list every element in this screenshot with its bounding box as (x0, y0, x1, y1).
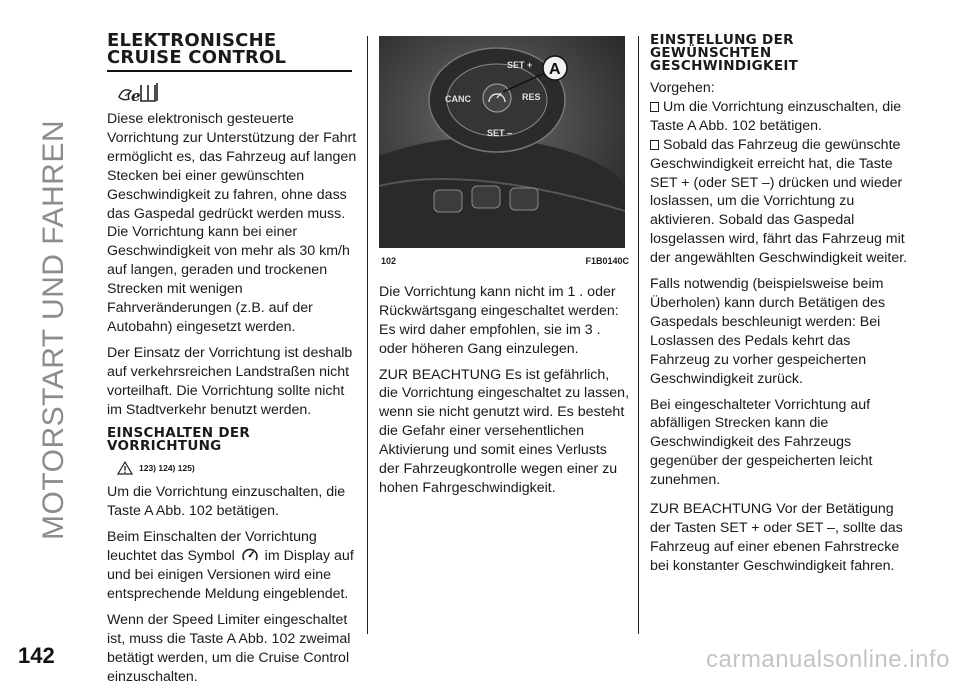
page-number: 142 (18, 643, 55, 668)
section-heading-einschalten: EINSCHALTEN DER VORRICHTUNG (107, 424, 251, 454)
column-1 (107, 28, 359, 693)
figure-code: F1B0140C (585, 256, 629, 266)
section-heading-cruise-control: ELEKTRONISCHE CRUISE CONTROL (107, 32, 352, 72)
symbol-paragraph (107, 528, 359, 604)
column-3 (650, 28, 912, 583)
step-2-text: Sobald das Fahrzeug die gewünschte Geschwindigkeit erreicht hat, die Taste SET + (oder SET –) drücken und wieder loslassen, um die Vorrichtung zu aktivieren. Sobald das Gaspedal losgelassen wird, fährt das Fahrzeug mit der angewählten Geschwindigkeit weiter. (650, 136, 908, 267)
step-bullet (650, 140, 659, 150)
gear-paragraph: Die Vorrichtung kann nicht im 1 . oder Rückwärtsgang eingeschaltet werden: Es wird daher empfohlen, sie im 3 . oder höheren Gang einzulegen. (379, 283, 619, 357)
chapter-side-title: MOTORSTART UND FAHREN (37, 120, 70, 540)
figure-number: 102 (381, 256, 397, 266)
step-1 (650, 98, 912, 136)
symbol-text-after: im Display auf und bei einigen Versionen wird eine entsprechende Meldung eingeblendet. (107, 548, 354, 602)
step-bullet (650, 102, 659, 112)
step-1-text: Um die Vorrichtung einzuschalten, die Taste A Abb. 102 betätigen. (650, 98, 902, 134)
cruise-control-icon (241, 547, 259, 563)
label-a: A (549, 61, 561, 78)
column-divider-1 (367, 36, 368, 634)
column-2 (379, 36, 631, 505)
figure-102-steering-wheel-controls (379, 36, 625, 248)
eco-symbol (117, 78, 359, 106)
caution-paragraph: ZUR BEACHTUNG Es ist gefährlich, die Vorrichtung eingeschaltet zu lassen, wenn sie nicht genutzt wird. Es besteht die Gefahr einer versehentlichen Aktivierung und somit eines Verlusts der Fahrzeugkontrolle wegen einer zu hohen Fahrgeschwindigkeit. (379, 366, 630, 496)
steering-wheel-illustration (379, 36, 625, 248)
figure-caption (381, 252, 629, 271)
speed-limiter-paragraph: Wenn der Speed Limiter eingeschaltet ist, muss die Taste A Abb. 102 zweimal betätigt werden, um die Cruise Control einzuschalten. (107, 611, 351, 685)
usage-paragraph: Der Einsatz der Vorrichtung ist deshalb auf verkehrsreichen Landstraßen nicht vorteilhaft. Die Vorrichtung sollte nicht im Stadtverkehr benutzt werden. (107, 344, 353, 418)
label-set-minus: SET – (487, 128, 513, 138)
step-2 (650, 136, 912, 268)
label-canc: CANC (445, 94, 471, 104)
symbol-text-before: Beim Einschalten der Vorrichtung leuchtet das Symbol (107, 529, 317, 565)
fuel-saving-icon (117, 79, 161, 105)
column-divider-2 (638, 36, 639, 634)
intro-paragraph: Diese elektronisch gesteuerte Vorrichtung zur Unterstützung der Fahrt ermöglicht es, das Fahrzeug auf langen Stecken bei einer gewünschten Geschwindigkeit zu fahren, ohne dass das Gaspedal gedrückt werden muss. Die Vorrichtung kann bei einer Geschwindigkeit von mehr als 30 km/h auf langen, geraden und trockenen Strecken mit wenigen Fahrveränderungen (z.B. auf der Autobahn) eingesetzt werden. (107, 111, 357, 335)
label-res: RES (522, 92, 541, 102)
svg-text:e: e (131, 87, 141, 105)
label-set-plus: SET + (507, 60, 533, 70)
section-heading-einstellung: EINSTELLUNG DER GEWÜNSCHTEN GESCHWINDIGKEIT (650, 32, 799, 74)
switch-on-paragraph: Um die Vorrichtung einzuschalten, die Taste A Abb. 102 betätigen. (107, 484, 346, 520)
procedure-intro: Vorgehen: (650, 80, 715, 96)
warning-references: 123) 124) 125) (139, 462, 195, 473)
overtaking-paragraph: Falls notwendig (beispielsweise beim Überholen) kann durch Betätigen des Gaspedals beschleunigt werden: Bei Loslassen des Pedals kehrt das Fahrzeug zu vorher gespeicherten Geschwindigkeit zurück. (650, 276, 886, 387)
caution-paragraph-2: ZUR BEACHTUNG Vor der Betätigung der Tasten SET + oder SET –, sollte das Fahrzeug auf einer ebenen Fahrstrecke bei konstanter Geschwindigkeit fahren. (650, 501, 903, 574)
warning-triangle-icon (117, 461, 133, 475)
watermark: carmanualsonline.info (706, 646, 950, 673)
downhill-paragraph: Bei eingeschalteter Vorrichtung auf abfälligen Strecken kann die Geschwindigkeit des Fahrzeugs gegenüber der gespeicherten leicht zunehmen. (650, 396, 873, 489)
warning-reference-row (117, 459, 359, 478)
